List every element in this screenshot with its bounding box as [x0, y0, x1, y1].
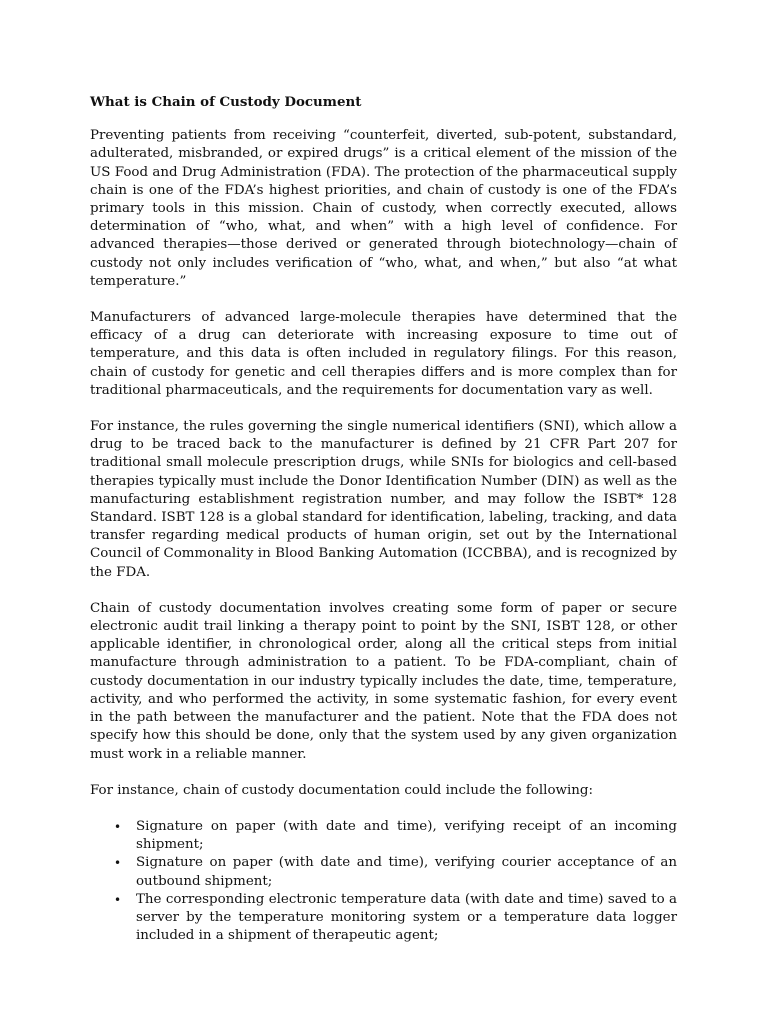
paragraph-5: For instance, chain of custody documentation could include the following: [90, 782, 593, 798]
document-page [90, 93, 677, 945]
bullet-icon: • [114, 856, 122, 871]
list-item [90, 891, 677, 946]
paragraph-3: For instance, the rules governing the single numerical identifiers (SNI), which allow a drug to be traced back to the manufacturer is defined by 21 CFR Part 207 for traditional small molecule prescription drugs, while SNIs for biologics and cell-based therapies typically must include the Donor Identification Number (DIN) as well as the manufacturing establishment registration number, and may follow the ISBT* 128 Standard. ISBT 128 is a global standard for identification, labeling, tracking, and data transfer regarding medical products of human origin, set out by the International Council of Commonality in Blood Banking Automation (ICCBBA), and is recognized by the FDA. [90, 419, 677, 580]
bullet-list [90, 818, 677, 945]
list-item-text: Signature on paper (with date and time), verifying receipt of an incoming shipment; [136, 818, 677, 853]
list-item-text: Signature on paper (with date and time), verifying courier acceptance of an outbound shipment; [136, 855, 677, 889]
paragraph-4: Chain of custody documentation involves creating some form of paper or secure electronic audit trail linking a therapy point to point by the SNI, ISBT 128, or other applicable identifier, in chronological order, along all the critical steps from initial manufacture through administration to a patient. To be FDA-compliant, chain of custody documentation in our industry typically includes the date, time, temperature, activity, and who performed the activity, in some systematic fashion, for every event in the path between the manufacturer and the patient. Note that the FDA does not specify how this should be done, only that the system used by any given organization must work in a reliable manner. [90, 600, 677, 762]
list-item [90, 818, 677, 854]
paragraph-2: Manufacturers of advanced large-molecule therapies have determined that the efficacy of a drug can deteriorate with increasing exposure to time out of temperature, and this data is often included in regulatory filings. For this reason, chain of custody for genetic and cell therapies differs and is more complex than for traditional pharmaceuticals, and the requirements for documentation vary as well. [90, 310, 677, 398]
paragraph-1: Preventing patients from receiving “counterfeit, diverted, sub-potent, substandard, adulterated, misbranded, or expired drugs” is a critical element of the mission of the US Food and Drug Administration (FDA). The protection of the pharmaceutical supply chain is one of the FDA’s highest priorities, and chain of custody is one of the FDA’s primary tools in this mission. Chain of custody, when correctly executed, allows determination of “who, what, and when” with a high level of confidence. For advanced therapies—those derived or generated through biotechnology—chain of custody not only includes verification of “who, what, and when,” but also “at what temperature.” [90, 128, 677, 289]
document-title: What is Chain of Custody Document [90, 94, 362, 110]
list-item-text: The corresponding electronic temperature data (with date and time) saved to a server by the temperature monitoring system or a temperature data logger included in a shipment of therapeutic agent; [136, 891, 677, 944]
list-item [90, 854, 677, 890]
bullet-icon: • [114, 892, 122, 907]
bullet-icon: • [114, 819, 122, 834]
